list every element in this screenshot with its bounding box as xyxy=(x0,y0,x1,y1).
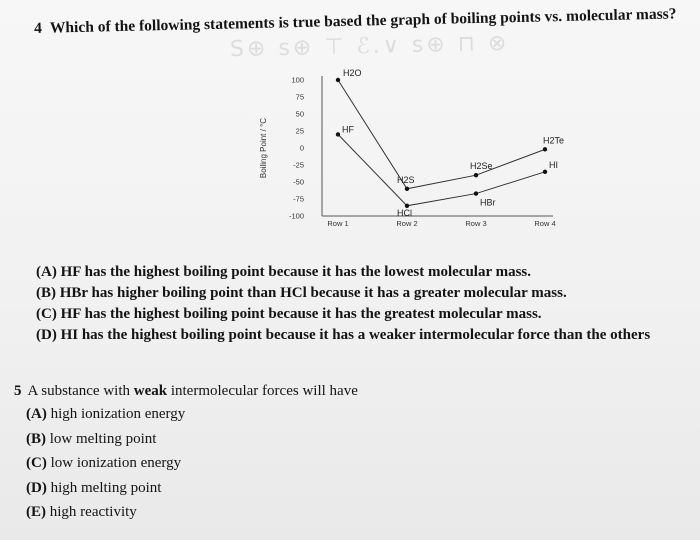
point-label: H2O xyxy=(343,68,362,78)
y-tick-label: 75 xyxy=(295,92,304,102)
data-point xyxy=(474,173,478,177)
point-label: HI xyxy=(549,159,558,170)
data-point xyxy=(336,132,340,136)
stem-text-start: A substance with xyxy=(27,383,134,399)
y-tick-label: -75 xyxy=(293,194,304,204)
boiling-point-chart xyxy=(250,68,580,248)
question-5 xyxy=(14,380,534,525)
option-b[interactable]: (B) HBr has higher boiling point than HCl because it has a greater molecular mass. xyxy=(36,285,567,301)
answer-letter: (D) xyxy=(26,479,47,496)
option-c[interactable]: (C) HF has the highest boiling point because it has the greatest molecular mass. xyxy=(36,306,542,322)
point-label: H2S xyxy=(397,174,415,185)
x-tick-label: Row 2 xyxy=(396,219,418,228)
chart-svg xyxy=(250,68,580,248)
answer-letter: (A) xyxy=(26,406,47,422)
show-through-text: S⊕ ꜱ⊕ ⊤ ℰ.∨ ꜱ⊕ ⊓ ⊗ xyxy=(229,30,510,63)
data-point xyxy=(543,170,547,174)
series-line xyxy=(338,134,545,205)
stem-text-bold: weak xyxy=(133,383,168,399)
question-5-stem xyxy=(14,380,534,402)
data-point xyxy=(543,147,547,151)
point-label: H2Te xyxy=(543,135,565,146)
point-label: HBr xyxy=(480,197,496,208)
y-tick-label: -25 xyxy=(293,160,304,170)
answer-text: high melting point xyxy=(50,479,162,496)
point-label: HF xyxy=(342,124,354,135)
series-line xyxy=(338,80,545,189)
answer-text: high reactivity xyxy=(49,504,137,520)
question-4-options xyxy=(36,262,696,346)
point-label: H2Se xyxy=(470,161,493,172)
answer-d[interactable] xyxy=(14,476,534,501)
data-point xyxy=(474,191,478,195)
answer-c[interactable] xyxy=(14,451,534,476)
y-axis-label: Boiling Point / °C xyxy=(259,117,268,179)
y-tick-label: 100 xyxy=(291,75,304,85)
stem-text-end: intermolecular forces will have xyxy=(167,383,358,399)
answer-text: high ionization energy xyxy=(50,406,186,422)
x-tick-label: Row 1 xyxy=(327,219,349,228)
question-4-text: Which of the following statements is true based the graph of boiling points vs. molecular mass? xyxy=(49,5,677,37)
answer-text: low ionization energy xyxy=(50,455,182,471)
answer-e[interactable] xyxy=(14,500,534,525)
question-4-number: 4 xyxy=(34,19,43,37)
point-label: HCl xyxy=(397,207,412,218)
answer-text: low melting point xyxy=(49,430,157,447)
answer-b[interactable] xyxy=(14,427,534,452)
x-tick-label: Row 3 xyxy=(465,219,487,228)
y-tick-label: -100 xyxy=(288,211,304,221)
option-d[interactable]: (D) HI has the highest boiling point because it has a weaker intermolecular force than the others xyxy=(36,327,651,343)
y-tick-label: -50 xyxy=(293,177,304,187)
answer-letter: (C) xyxy=(26,455,47,471)
y-tick-label: 25 xyxy=(295,126,304,136)
data-point xyxy=(405,187,409,191)
answer-letter: (E) xyxy=(26,504,46,520)
y-tick-label: 0 xyxy=(299,143,304,153)
x-tick-label: Row 4 xyxy=(534,219,556,228)
data-point xyxy=(336,78,340,82)
question-5-number: 5 xyxy=(14,383,22,399)
option-a[interactable]: (A) HF has the highest boiling point because it has the lowest molecular mass. xyxy=(36,264,532,280)
answer-a[interactable] xyxy=(14,402,534,427)
answer-letter: (B) xyxy=(26,430,46,447)
y-tick-label: 50 xyxy=(295,109,304,119)
